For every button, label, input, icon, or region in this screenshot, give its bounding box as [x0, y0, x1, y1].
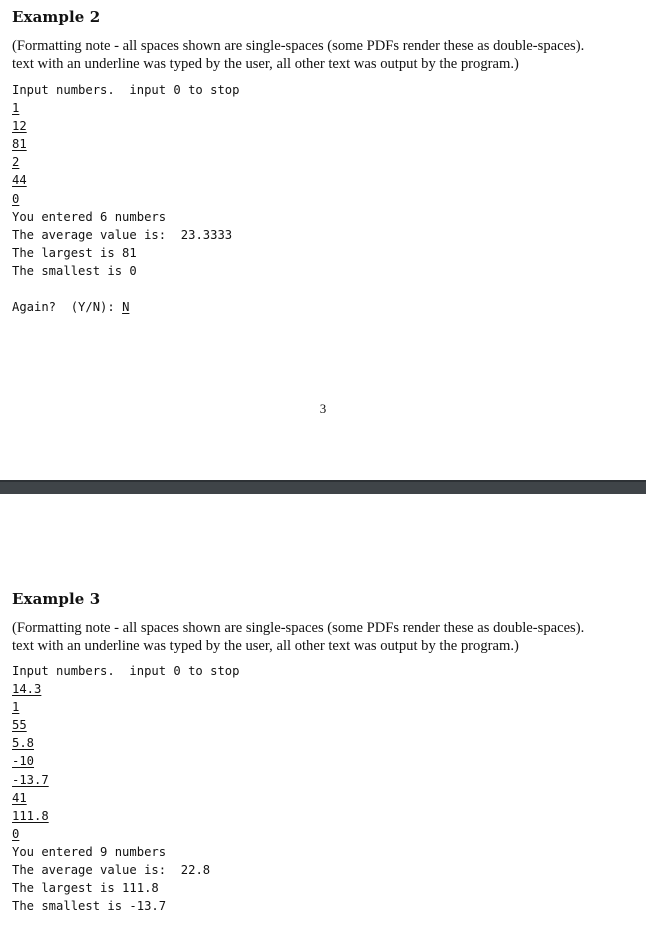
- user-input-line: [12, 807, 239, 825]
- again-prompt: Again? (Y/N):: [12, 300, 123, 315]
- user-input-value: 41: [12, 790, 27, 805]
- user-input-line: [12, 135, 239, 153]
- user-input-line: [12, 698, 239, 716]
- formatting-note-line-2: text with an underline was typed by the user, all other text was output by the program.): [12, 56, 519, 72]
- result-average-value: 22.8: [180, 863, 211, 878]
- user-input-line: [12, 825, 239, 843]
- user-input-line: [12, 153, 239, 171]
- user-input-value: 44: [12, 173, 27, 188]
- user-input-value: 81: [12, 137, 27, 152]
- user-input-value: -13.7: [12, 772, 49, 787]
- user-input-value: 2: [12, 155, 20, 170]
- again-answer: N: [122, 300, 130, 315]
- user-input-value: 1: [12, 101, 20, 116]
- formatting-note: [12, 37, 637, 73]
- formatting-note-line-2: text with an underline was typed by the user, all other text was output by the program.): [12, 638, 519, 654]
- console-prompt: Input numbers. input 0 to stop: [12, 83, 240, 97]
- formatting-note-line-1: (Formatting note - all spaces shown are single-spaces (some PDFs render these as double-spaces).: [12, 38, 585, 54]
- example-3-heading: Example 3: [12, 590, 101, 608]
- result-count: You entered 9 numbers: [12, 844, 167, 859]
- page-number: 3: [319, 401, 327, 416]
- user-input-value: 111.8: [12, 808, 49, 823]
- formatting-note: [12, 619, 637, 655]
- result-average: [12, 861, 239, 879]
- user-input-line: [12, 190, 239, 208]
- user-input-line: [12, 771, 239, 789]
- blank-line: [12, 280, 239, 298]
- result-smallest: The smallest is -13.7: [12, 899, 167, 914]
- user-input-line: [12, 171, 239, 189]
- console-prompt: Input numbers. input 0 to stop: [12, 664, 240, 678]
- user-input-value: 12: [12, 119, 27, 134]
- user-input-line: [12, 680, 239, 698]
- user-input-line: [12, 789, 239, 807]
- user-input-value: 0: [12, 191, 20, 206]
- result-count: You entered 6 numbers: [12, 209, 167, 224]
- formatting-note-line-1: (Formatting note - all spaces shown are single-spaces (some PDFs render these as double-spaces).: [12, 620, 585, 636]
- page-break-divider: [0, 480, 646, 494]
- result-smallest: The smallest is 0: [12, 263, 137, 278]
- user-input-value: 5.8: [12, 736, 35, 751]
- user-input-value: 14.3: [12, 682, 42, 697]
- user-input-value: 55: [12, 718, 27, 733]
- user-input-line: [12, 117, 239, 135]
- user-input-value: -10: [12, 754, 35, 769]
- user-input-line: [12, 99, 239, 117]
- user-input-line: [12, 716, 239, 734]
- example-2-heading: Example 2: [12, 8, 101, 26]
- result-average-value: 23.3333: [180, 227, 233, 242]
- user-input-line: [12, 752, 239, 770]
- result-largest: The largest is 81: [12, 245, 137, 260]
- user-input-value: 0: [12, 826, 20, 841]
- console-transcript: [12, 81, 239, 316]
- result-average-label: The average value is:: [12, 863, 181, 878]
- result-largest: The largest is 111.8: [12, 881, 159, 896]
- again-prompt-line: [12, 298, 239, 316]
- result-average: [12, 226, 239, 244]
- result-average-label: The average value is:: [12, 227, 181, 242]
- user-input-value: 1: [12, 700, 20, 715]
- document-page-lower: [0, 494, 646, 925]
- console-transcript: [12, 662, 239, 915]
- user-input-line: [12, 734, 239, 752]
